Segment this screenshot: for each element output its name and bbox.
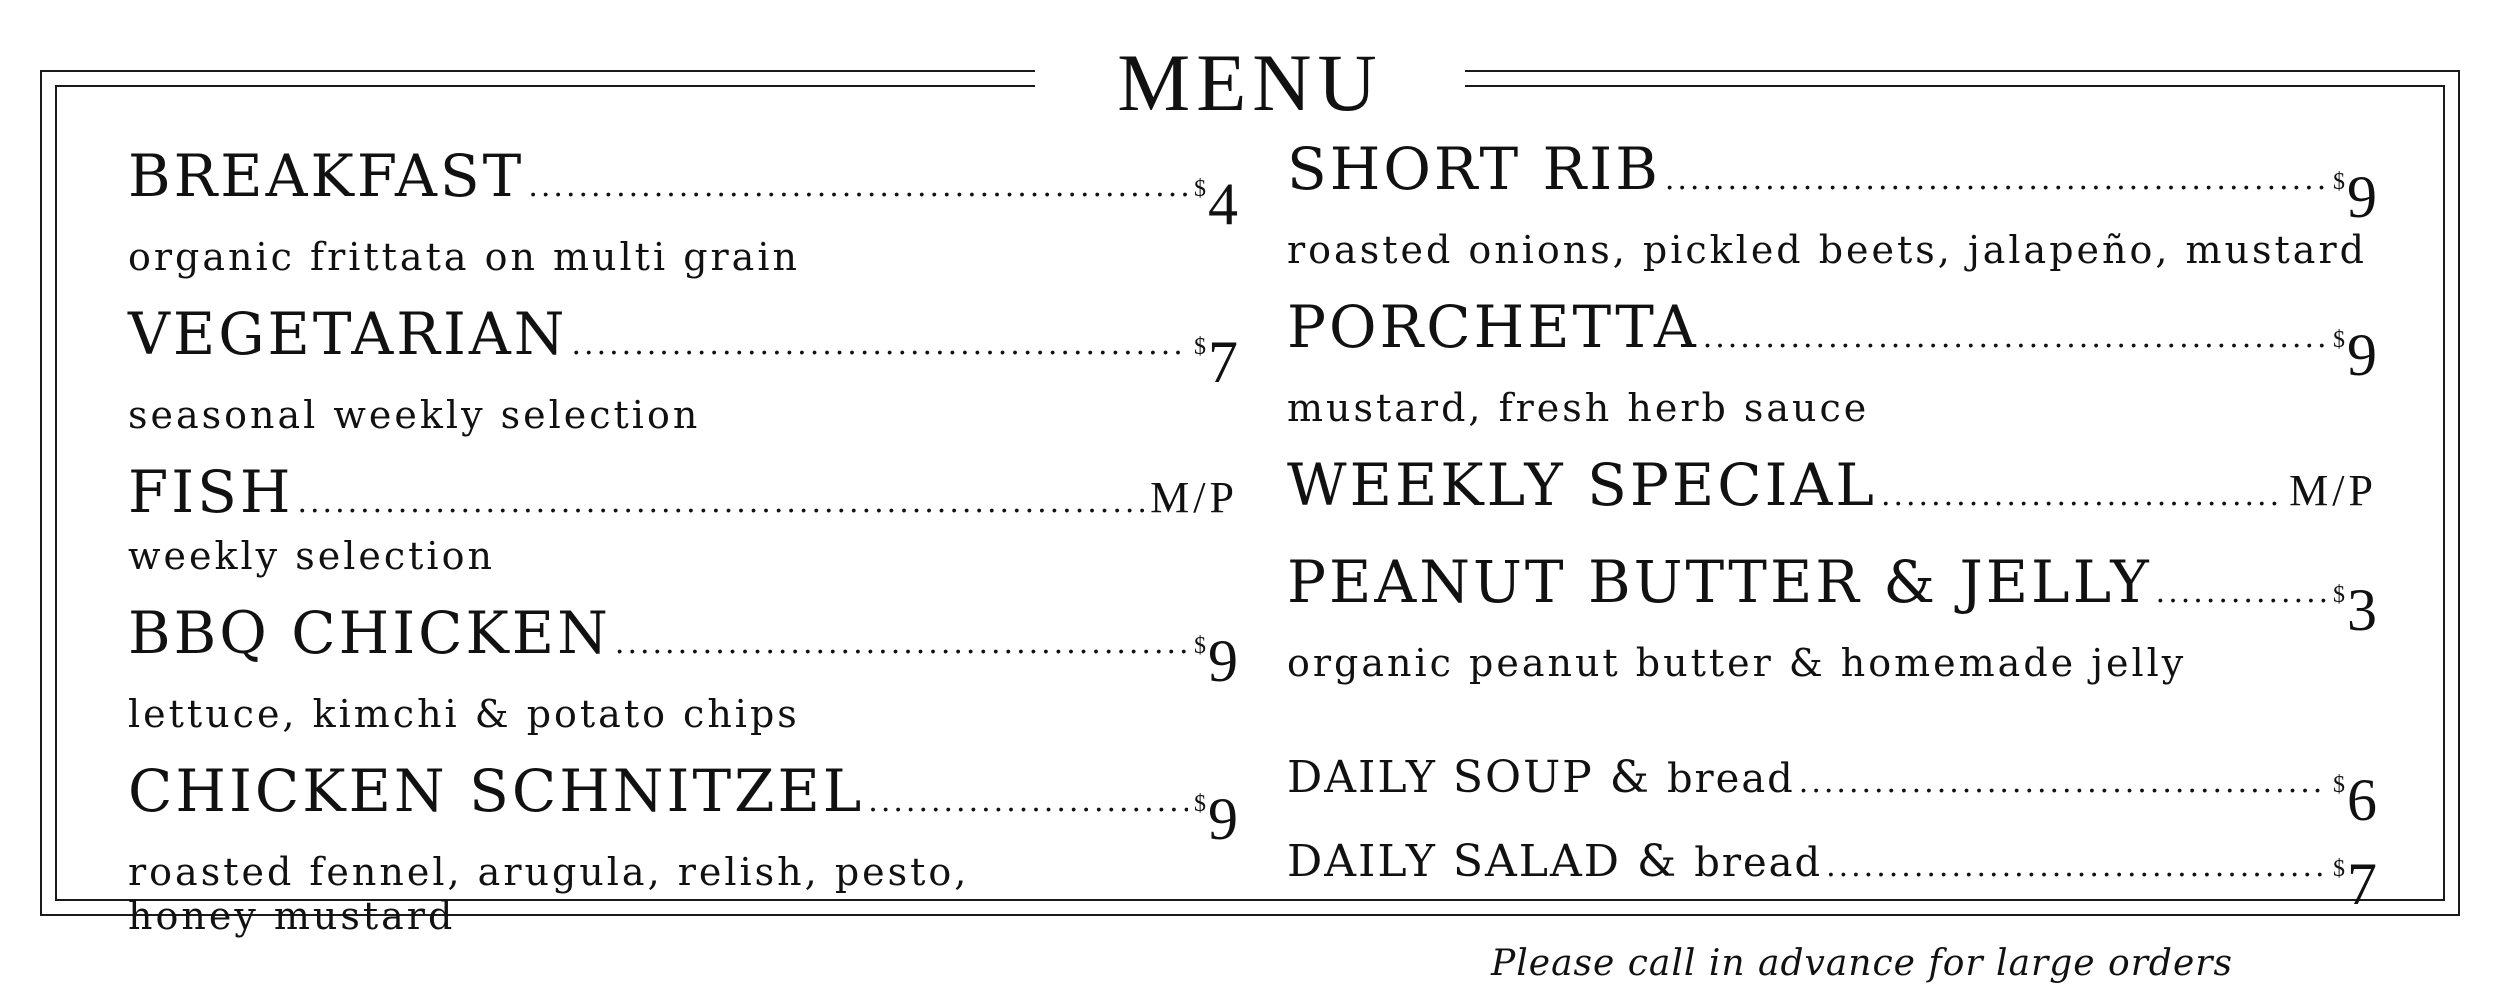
currency-symbol: $ [1194,633,1206,659]
currency-symbol: $ [1194,791,1206,817]
currency-symbol: $ [1194,176,1206,202]
menu-item-daily-salad [1287,831,2377,915]
item-description: weekly selection [128,534,495,578]
menu-item-short-rib [1287,135,2377,272]
item-name: BBQ CHICKEN [128,599,611,667]
market-price: M/P [2289,466,2377,515]
item-name-suffix: bread [1666,756,1795,802]
item-name-main: DAILY SOUP & [1287,752,1651,803]
menu-item-fish [128,458,1238,578]
menu-item-peanut-butter-jelly [1287,548,2377,685]
item-name: SHORT RIB [1287,135,1661,203]
dot-leader [1665,149,2327,211]
dot-leader [1881,465,2283,527]
currency-symbol: $ [1194,334,1206,360]
item-name: CHICKEN SCHNITZEL [128,757,865,825]
item-name-main: DAILY SALAD & [1287,836,1679,887]
currency-symbol: $ [2333,772,2345,798]
price-value: 7 [1208,329,1238,395]
price-value: 4 [1208,171,1238,237]
item-price [2333,579,2377,641]
price-value: 9 [1208,786,1238,852]
item-name [1287,831,1822,894]
item-description: roasted onions, pickled beets, jalapeño, mustard [1287,228,2367,272]
price-value: 9 [2347,164,2377,230]
item-description: organic frittata on multi grain [128,235,800,279]
dot-leader [297,472,1144,534]
menu-item-weekly-special [1287,451,2377,527]
item-name [1287,747,1795,810]
item-name: WEEKLY SPECIAL [1287,451,1877,519]
dot-leader [1799,752,2327,814]
dot-leader [2156,562,2327,624]
item-name: PORCHETTA [1287,293,1699,361]
item-description: roasted fennel, arugula, relish, pesto, honey mustard [128,850,970,938]
menu-item-vegetarian [128,300,1238,437]
item-name: FISH [128,458,294,526]
menu-item-bbq-chicken [128,599,1238,736]
item-price [2333,853,2377,915]
dot-leader [1703,307,2327,369]
item-price [2333,769,2377,831]
menu-column-right [1287,135,2377,984]
item-description: seasonal weekly selection [128,393,701,437]
price-value: 7 [2347,851,2377,917]
dot-leader [572,314,1188,376]
price-value: 3 [2347,577,2377,643]
menu-item-porchetta [1287,293,2377,430]
item-name: PEANUT BUTTER & JELLY [1287,548,2152,616]
dot-leader [615,613,1188,675]
currency-symbol: $ [2333,582,2345,608]
menu-title: MENU [1117,37,1383,128]
large-orders-note: Please call in advance for large orders [1491,943,2233,984]
dot-leader [1826,836,2327,898]
item-price [1194,173,1238,235]
price-value: 6 [2347,767,2377,833]
menu-item-daily-soup [1287,747,2377,831]
item-price [1194,630,1238,692]
market-price: M/P [1150,473,1238,522]
item-price [2333,324,2377,386]
menu-item-chicken-schnitzel [128,757,1238,938]
dot-leader [528,156,1188,218]
item-name-suffix: bread [1694,840,1823,886]
item-price [1194,331,1238,393]
menu-column-left [128,142,1238,938]
dot-leader [868,771,1188,833]
item-price [1194,788,1238,850]
currency-symbol: $ [2333,169,2345,195]
item-description: lettuce, kimchi & potato chips [128,692,800,736]
currency-symbol: $ [2333,856,2345,882]
currency-symbol: $ [2333,327,2345,353]
item-name: BREAKFAST [128,142,525,210]
item-price [2333,166,2377,228]
price-value: 9 [2347,322,2377,388]
item-description: organic peanut butter & homemade jelly [1287,641,2187,685]
item-name: VEGETARIAN [128,300,568,368]
item-description: mustard, fresh herb sauce [1287,386,1870,430]
menu-item-breakfast [128,142,1238,279]
price-value: 9 [1208,628,1238,694]
